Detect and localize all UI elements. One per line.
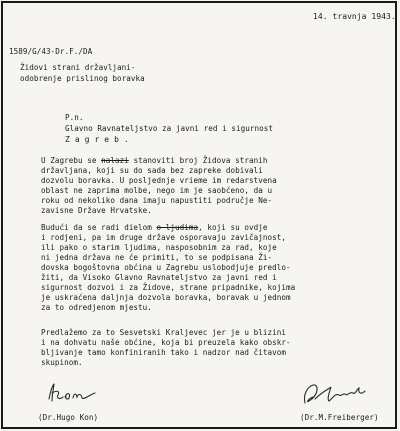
text-segment: , koji su ovdje: [198, 223, 268, 232]
paragraph-2-line: ili pako o starim ljudima, nasposobnim za rad, koje: [41, 243, 277, 252]
paragraph-1-line: roku od nekoliko dana imaju napustiti područje Ne-: [41, 196, 273, 205]
text-segment: Budući da se radi dielom: [41, 223, 157, 232]
paragraph-3-line: skupinom.: [41, 358, 83, 367]
recipient-city: Zagreb.: [65, 135, 134, 144]
text-segment: U Zagrebu se: [41, 156, 102, 165]
paragraph-1-line: dozvolu boravka. U posljednje vrieme im redarstvena: [41, 176, 277, 185]
signatory-name-right: (Dr.M.Freiberger): [300, 413, 379, 422]
paragraph-2: [41, 223, 381, 313]
subject-line-2: odobrenje prislinog boravka: [20, 74, 145, 83]
paragraph-2-line: ni jedna država ne će primiti, to se podpisana Ži-: [41, 253, 273, 262]
paragraph-2-line: za to odredjenom mjestu.: [41, 303, 152, 312]
recipient-office: Glavno Ravnateljstvo za javni red i sigurnost: [65, 124, 273, 133]
struck-text: o ljudima: [156, 223, 199, 232]
paragraph-1-line: [41, 156, 381, 166]
paragraph-1: [41, 156, 381, 216]
paragraph-3: [41, 328, 381, 368]
signatory-name-left: (Dr.Hugo Kon): [38, 413, 99, 422]
paragraph-2-line: dovska bogoštovna obćina u Zagrebu uslobodjuje predlo-: [41, 263, 291, 272]
paragraph-1-line: državljana, koji su do sada bez zapreke dobivali: [41, 166, 263, 175]
subject-line-1: Židovi strani državljani-: [20, 63, 136, 72]
paragraph-3-line: Predlažemo za to Sesvetski Kraljevec jer je u blizini: [41, 328, 286, 337]
letter-date: 14. travnja 1943.: [313, 12, 396, 21]
signature-left: [45, 381, 101, 405]
paragraph-2-line: žiti, da Visoko Glavno Ravnateljstvo za javni red i: [41, 273, 277, 282]
paragraph-2-line: i rodjeni, pa im druge države osporavaju zavičajnost,: [41, 233, 286, 242]
text-segment: stanoviti broj Židova stranih: [128, 156, 268, 165]
recipient-salutation: P.n.: [65, 113, 84, 122]
paragraph-3-line: i na dohvatu naše obćine, koja bi preuzela kako obskr-: [41, 338, 291, 347]
paragraph-3-line: bljivanje tamo konfiniranih tako i nadzor nad čitavom: [41, 348, 286, 357]
paragraph-2-line: sigurnost dozvoi i za Židove, strane pripadnike, kojima: [41, 283, 296, 292]
reference-number: 1589/G/43-Dr.F./DA: [9, 47, 93, 56]
struck-text: nalazi: [101, 156, 129, 165]
paragraph-2-line: [41, 223, 381, 233]
document-page: [1, 1, 397, 429]
signature-right: [299, 381, 371, 407]
paragraph-1-line: zavisne Države Hrvatske.: [41, 206, 152, 215]
paragraph-1-line: oblast ne zaprima molbe, nego im je saobćeno, da u: [41, 186, 273, 195]
paragraph-2-line: je uskraćena daljnja dozvola boravka, boravak u jednom: [41, 293, 291, 302]
